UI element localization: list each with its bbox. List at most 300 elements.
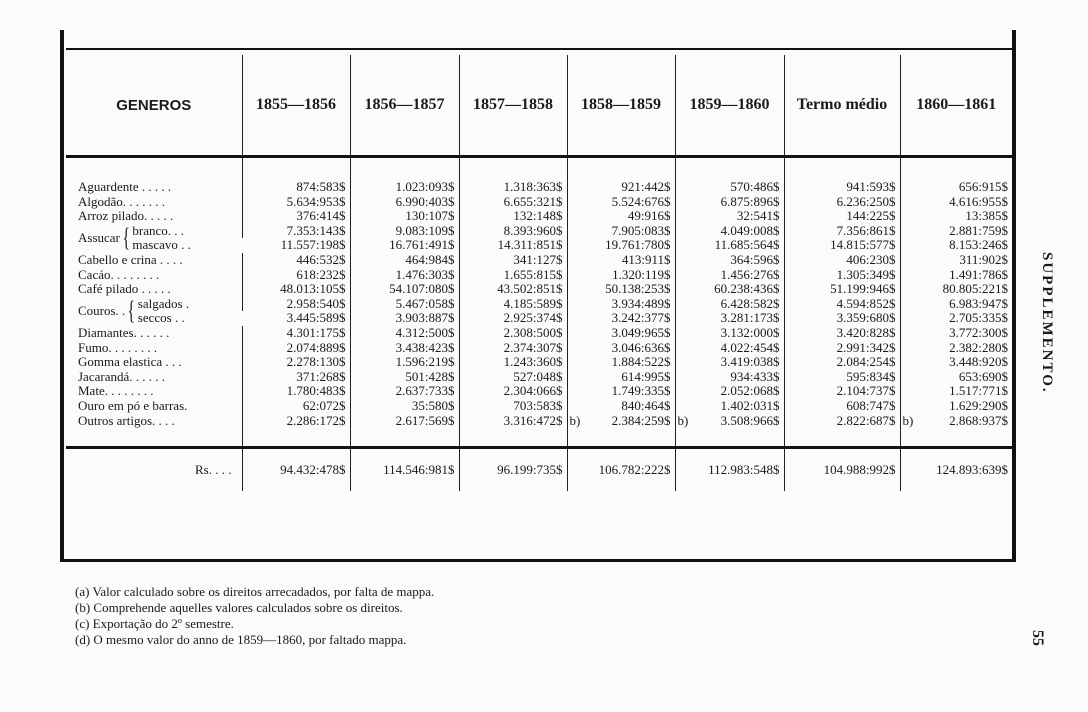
value-cell [242, 238, 350, 253]
table-row [66, 370, 1012, 385]
table-row [66, 297, 1012, 312]
value-text: 3.359:680$ [836, 310, 896, 326]
value-cell [350, 224, 459, 239]
value-cell [675, 209, 784, 224]
value-text: 2.991:342$ [836, 339, 896, 355]
value-cell [675, 311, 784, 326]
value-text: 1.305:349$ [836, 266, 896, 282]
value-text: 2.278:130$ [286, 354, 346, 370]
value-text: 1.320:119$ [612, 266, 671, 282]
value-text: 3.419:038$ [720, 354, 780, 370]
value-cell [567, 282, 675, 297]
value-cell [784, 326, 900, 341]
value-cell [459, 326, 567, 341]
row-label: Diamantes. . . . . . [78, 324, 170, 340]
frame-top-rule [66, 48, 1012, 50]
brace-glyph: { [127, 296, 136, 326]
value-text: 3.242:377$ [611, 310, 671, 326]
value-text: 8.393:960$ [503, 222, 563, 238]
value-cell [784, 238, 900, 253]
table-row [66, 355, 1012, 370]
value-cell [567, 253, 675, 268]
value-cell [350, 180, 459, 195]
value-text: 406:230$ [846, 251, 896, 267]
row-label: Jacarandá. . . . . . [78, 368, 165, 384]
value-text: 614:995$ [621, 368, 671, 384]
group-label [78, 224, 191, 253]
value-text: 653:690$ [958, 368, 1008, 384]
value-cell [675, 268, 784, 283]
value-cell [567, 414, 675, 429]
value-text: 6.655:321$ [503, 193, 563, 209]
value-cell [567, 238, 675, 253]
table-row [66, 195, 1012, 210]
value-cell [784, 195, 900, 210]
footnote: (a) Valor calculado sobre os direitos arrecadados, por falta de mappa. [75, 584, 435, 599]
sub-label: branco. . . [132, 222, 184, 238]
value-cell [675, 253, 784, 268]
footnote: (b) Comprehende aquelles valores calculados sobre os direitos. [75, 600, 403, 615]
value-cell [784, 311, 900, 326]
value-cell [242, 326, 350, 341]
column-header: 1860—1861 [900, 55, 1012, 157]
side-title: SUPPLEMENTO. [1039, 252, 1055, 394]
row-label: Café pilado . . . . . [78, 281, 171, 297]
value-text: 570:486$ [730, 179, 780, 194]
value-text: 1.884:522$ [611, 354, 671, 370]
value-text: 11.557:198$ [280, 237, 346, 253]
value-text: 1.596:219$ [395, 354, 455, 370]
value-text: 1.318:363$ [503, 179, 563, 194]
value-text: 364:596$ [730, 251, 780, 267]
table-row [66, 326, 1012, 341]
value-cell [784, 268, 900, 283]
value-cell [784, 297, 900, 312]
value-cell [784, 370, 900, 385]
value-text: 6.983:947$ [949, 295, 1008, 311]
value-cell [242, 268, 350, 283]
sub-label: seccos . . [137, 310, 185, 326]
value-text: 618:232$ [296, 266, 346, 282]
value-cell [900, 238, 1012, 253]
table-body [66, 157, 1012, 429]
value-cell [242, 370, 350, 385]
footnote-marker: b) [677, 412, 689, 428]
value-cell [784, 384, 900, 399]
value-cell [350, 209, 459, 224]
row-label: Outros artigos. . . . [78, 412, 175, 428]
value-cell [350, 195, 459, 210]
value-cell [567, 224, 675, 239]
value-text: 1.749:335$ [611, 383, 671, 399]
value-cell [900, 399, 1012, 414]
value-text: 144:225$ [846, 208, 896, 224]
column-header: 1859—1860 [675, 55, 784, 157]
value-text: 5.524:676$ [611, 193, 671, 209]
value-text: 32:541$ [736, 208, 780, 224]
sub-label: salgados . [137, 295, 190, 311]
value-cell [459, 370, 567, 385]
value-text: 7.353:143$ [286, 222, 346, 238]
value-text: 60.238:436$ [714, 281, 780, 297]
value-text: 13:385$ [965, 208, 1008, 224]
table-row [66, 268, 1012, 283]
table-row [66, 341, 1012, 356]
row-label: Cacáo. . . . . . . . [78, 266, 160, 282]
value-cell [567, 370, 675, 385]
value-text: 2.384:259$ [611, 412, 671, 428]
value-cell [242, 297, 350, 312]
value-cell [675, 180, 784, 195]
row-label: Fumo. . . . . . . . [78, 339, 158, 355]
table-row [66, 399, 1012, 414]
value-cell [350, 311, 459, 326]
value-text: 413:911$ [621, 251, 671, 267]
total-cell: 112.983:548$ [675, 448, 784, 492]
value-cell [459, 209, 567, 224]
value-text: 2.308:500$ [503, 324, 563, 340]
table-row [66, 282, 1012, 297]
value-text: 595:834$ [846, 368, 896, 384]
value-text: 464:984$ [405, 251, 455, 267]
value-cell [900, 268, 1012, 283]
value-text: 51.199:946$ [830, 281, 896, 297]
footnote-marker: b) [569, 412, 581, 428]
value-cell [567, 297, 675, 312]
table-row [66, 180, 1012, 195]
value-cell [900, 195, 1012, 210]
value-text: 4.022:454$ [720, 339, 780, 355]
value-text: 48.013:105$ [280, 281, 346, 297]
value-text: 3.420:828$ [836, 324, 896, 340]
value-text: 2.286:172$ [286, 412, 346, 428]
value-text: 7.356:861$ [836, 222, 896, 238]
value-text: 2.374:307$ [503, 339, 563, 355]
value-cell [900, 355, 1012, 370]
column-header: 1857—1858 [459, 55, 567, 157]
value-cell [675, 195, 784, 210]
group-name: Assucar [78, 230, 120, 246]
value-cell [459, 341, 567, 356]
row-label: Cabello e crina . . . . [78, 251, 183, 267]
footnote-marker: b) [902, 412, 914, 428]
value-text: 14.815:577$ [830, 237, 896, 253]
value-cell [567, 209, 675, 224]
value-cell [459, 180, 567, 195]
column-header: Termo médio [784, 55, 900, 157]
group-label [78, 297, 189, 326]
value-text: 3.316:472$ [503, 412, 563, 428]
value-cell [900, 370, 1012, 385]
value-cell [242, 414, 350, 429]
sub-labels [138, 297, 189, 326]
value-text: 934:433$ [730, 368, 780, 384]
value-cell [784, 414, 900, 429]
value-text: 1.780:483$ [286, 383, 346, 399]
value-cell [675, 238, 784, 253]
value-text: 2.822:687$ [836, 412, 896, 428]
value-cell [459, 355, 567, 370]
value-cell [459, 268, 567, 283]
value-cell [459, 384, 567, 399]
value-text: 2.074:889$ [286, 339, 346, 355]
value-cell [350, 384, 459, 399]
brace-glyph: { [122, 223, 130, 253]
value-text: 4.049:008$ [720, 222, 780, 238]
footnote: (d) O mesmo valor do anno de 1859—1860, por faltado mappa. [75, 632, 407, 647]
value-text: 1.655:815$ [503, 266, 563, 282]
value-text: 3.438:423$ [395, 339, 455, 355]
table-row [66, 209, 1012, 224]
value-text: 14.311:851$ [497, 237, 563, 253]
row-label: Gomma elastica . . . [78, 354, 182, 370]
value-text: 5.467:058$ [395, 295, 455, 311]
value-text: 840:464$ [621, 397, 671, 413]
value-cell [350, 414, 459, 429]
value-text: 341:127$ [513, 251, 563, 267]
value-cell [784, 209, 900, 224]
value-text: 2.868:937$ [949, 412, 1008, 428]
value-cell [900, 341, 1012, 356]
value-text: 501:428$ [405, 368, 455, 384]
value-text: 2.881:759$ [949, 222, 1008, 238]
value-text: 874:583$ [296, 179, 346, 194]
value-cell [242, 355, 350, 370]
value-text: 2.705:335$ [949, 310, 1008, 326]
header-row [66, 55, 1012, 157]
value-cell [784, 224, 900, 239]
value-cell [242, 341, 350, 356]
value-cell [784, 355, 900, 370]
value-cell [675, 355, 784, 370]
value-cell [350, 341, 459, 356]
value-text: 446:532$ [296, 251, 346, 267]
column-header: 1858—1859 [567, 55, 675, 157]
value-text: 4.301:175$ [286, 324, 346, 340]
value-text: 1.402:031$ [720, 397, 780, 413]
value-cell [900, 414, 1012, 429]
table-row [66, 384, 1012, 399]
value-cell [350, 370, 459, 385]
value-text: 54.107:080$ [389, 281, 455, 297]
value-cell [900, 326, 1012, 341]
value-cell [567, 311, 675, 326]
total-cell: 114.546:981$ [350, 448, 459, 492]
value-text: 941:593$ [846, 179, 896, 194]
value-cell [350, 238, 459, 253]
value-text: 371:268$ [296, 368, 346, 384]
value-cell [900, 224, 1012, 239]
value-text: 2.617:569$ [395, 412, 455, 428]
value-text: 3.049:965$ [611, 324, 671, 340]
value-text: 19.761:780$ [605, 237, 671, 253]
column-header: GENEROS [66, 55, 242, 157]
value-cell [675, 399, 784, 414]
value-cell [242, 399, 350, 414]
table-row [66, 224, 1012, 239]
value-cell [675, 370, 784, 385]
value-text: 35:580$ [411, 397, 455, 413]
value-text: 3.445:589$ [286, 310, 346, 326]
total-row [66, 448, 1012, 492]
value-cell [459, 253, 567, 268]
sub-label: mascavo . . [132, 237, 191, 253]
value-cell [350, 253, 459, 268]
value-cell [350, 355, 459, 370]
value-cell [242, 195, 350, 210]
value-cell [350, 268, 459, 283]
value-cell [242, 224, 350, 239]
value-cell [784, 180, 900, 195]
value-text: 921:442$ [621, 179, 671, 194]
value-text: 1.517:771$ [949, 383, 1008, 399]
value-cell [900, 311, 1012, 326]
value-cell [567, 195, 675, 210]
value-cell [567, 268, 675, 283]
value-cell [350, 399, 459, 414]
value-text: 1.629:290$ [949, 397, 1008, 413]
value-text: 4.312:500$ [395, 324, 455, 340]
value-text: 1.456:276$ [720, 266, 780, 282]
value-cell [459, 311, 567, 326]
value-text: 3.508:966$ [720, 412, 780, 428]
value-cell [675, 414, 784, 429]
value-text: 130:107$ [405, 208, 455, 224]
value-text: 1.023:093$ [395, 179, 455, 194]
value-cell [242, 384, 350, 399]
value-text: 2.382:280$ [949, 339, 1008, 355]
value-text: 6.875:896$ [720, 193, 780, 209]
row-label: Algodão. . . . . . . [78, 193, 166, 209]
value-cell [675, 224, 784, 239]
value-cell [459, 399, 567, 414]
value-text: 1.491:786$ [949, 266, 1008, 282]
value-text: 4.185:589$ [503, 295, 563, 311]
value-cell [900, 253, 1012, 268]
value-text: 80.805:221$ [942, 281, 1008, 297]
value-cell [242, 180, 350, 195]
value-text: 3.772:300$ [949, 324, 1008, 340]
value-cell [675, 326, 784, 341]
value-text: 2.925:374$ [503, 310, 563, 326]
value-text: 2.304:066$ [503, 383, 563, 399]
row-label: Ouro em pó e barras. [78, 397, 188, 413]
value-text: 2.052:068$ [720, 383, 780, 399]
exports-table [66, 55, 1012, 491]
value-text: 656:915$ [958, 179, 1008, 194]
value-cell [675, 297, 784, 312]
value-text: 2.104:737$ [836, 383, 896, 399]
value-text: 2.958:540$ [286, 295, 346, 311]
value-text: 6.236:250$ [836, 193, 896, 209]
value-cell [784, 341, 900, 356]
value-cell [900, 384, 1012, 399]
row-label: Arroz pilado. . . . . [78, 208, 174, 224]
total-label: Rs. . . . [195, 462, 232, 478]
value-cell [675, 282, 784, 297]
total-cell: 124.893:639$ [900, 448, 1012, 492]
value-cell [350, 282, 459, 297]
value-cell [675, 384, 784, 399]
total-cell: 106.782:222$ [567, 448, 675, 492]
value-text: 132:148$ [513, 208, 563, 224]
row-label [66, 297, 242, 326]
column-header: 1856—1857 [350, 55, 459, 157]
value-cell [784, 282, 900, 297]
row-label [66, 224, 242, 253]
value-cell [567, 384, 675, 399]
value-cell [242, 282, 350, 297]
value-cell [459, 282, 567, 297]
value-text: 2.637:733$ [395, 383, 455, 399]
value-text: 49:916$ [627, 208, 671, 224]
footnotes [75, 584, 434, 648]
total-cell: 94.432:478$ [242, 448, 350, 492]
value-cell [459, 414, 567, 429]
value-cell [784, 253, 900, 268]
value-cell [459, 297, 567, 312]
value-cell [459, 195, 567, 210]
total-cell: 96.199:735$ [459, 448, 567, 492]
value-cell [350, 297, 459, 312]
value-cell [242, 311, 350, 326]
value-text: 9.083:109$ [395, 222, 455, 238]
value-text: 7.905:083$ [611, 222, 671, 238]
value-cell [567, 341, 675, 356]
value-text: 11.685:564$ [714, 237, 780, 253]
value-cell [350, 326, 459, 341]
value-text: 4.616:955$ [949, 193, 1008, 209]
value-text: 16.761:491$ [389, 237, 455, 253]
value-text: 376:414$ [296, 208, 346, 224]
value-cell [459, 224, 567, 239]
page-number: 55 [1029, 630, 1046, 646]
value-text: 527:048$ [513, 368, 563, 384]
value-cell [567, 399, 675, 414]
value-text: 3.903:887$ [395, 310, 455, 326]
value-text: 311:902$ [959, 251, 1008, 267]
value-text: 608:747$ [846, 397, 896, 413]
value-text: 3.046:636$ [611, 339, 671, 355]
table-row [66, 414, 1012, 429]
value-text: 3.448:920$ [949, 354, 1008, 370]
value-cell [900, 297, 1012, 312]
value-text: 703:583$ [513, 397, 563, 413]
column-header: 1855—1856 [242, 55, 350, 157]
value-text: 3.281:173$ [720, 310, 780, 326]
value-text: 6.990:403$ [395, 193, 455, 209]
value-cell [675, 341, 784, 356]
value-text: 8.153:246$ [949, 237, 1008, 253]
value-text: 1.243:360$ [503, 354, 563, 370]
value-text: 6.428:582$ [720, 295, 780, 311]
footnote: (c) Exportação do 2º semestre. [75, 616, 234, 631]
value-cell [900, 180, 1012, 195]
value-text: 2.084:254$ [836, 354, 896, 370]
value-cell [567, 326, 675, 341]
total-cell: 104.988:992$ [784, 448, 900, 492]
sub-labels [132, 224, 190, 253]
value-text: 5.634:953$ [286, 193, 346, 209]
value-cell [567, 180, 675, 195]
value-cell [242, 253, 350, 268]
value-cell [900, 209, 1012, 224]
value-text: 50.138:253$ [605, 281, 671, 297]
value-cell [567, 355, 675, 370]
row-label: Aguardente . . . . . [78, 179, 172, 194]
value-text: 3.132:000$ [720, 324, 780, 340]
value-cell [242, 209, 350, 224]
